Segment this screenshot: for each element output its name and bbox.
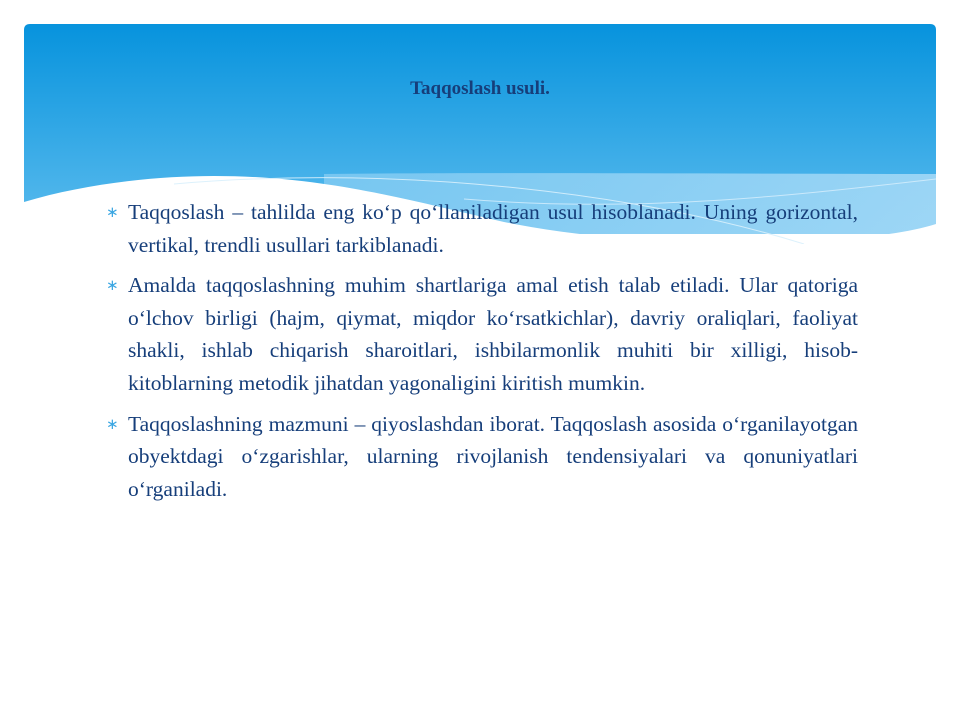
asterisk-icon: ∗	[106, 203, 119, 221]
bullet-list	[108, 196, 858, 513]
bullet-text: Amalda taqqoslashning muhim shartlariga amal etish talab etiladi. Ular qatoriga o‘lchov birligi (hajm, qiymat, miqdor ko‘rsatkichlar), davriy oraliqlari, faoliyat shakli, ishlab chiqarish sharoitlari, ishbilarmonlik muhiti bir xilligi, hisob-kitoblarning metodik jihatdan yagonaligini kiritish mumkin.	[128, 273, 858, 395]
slide-title: Taqqoslash usuli.	[410, 78, 550, 99]
bullet-text: Taqqoslash – tahlilda eng ko‘p qo‘llaniladigan usul hisoblanadi. Uning gorizontal, vertikal, trendli usullari tarkiblanadi.	[128, 200, 858, 257]
bullet-item	[108, 196, 858, 261]
bullet-text: Taqqoslashning mazmuni – qiyoslashdan iborat. Taqqoslash asosida o‘rganilayotgan obyektdagi o‘zgarishlar, ularning rivojlanish tendensiyalari va qonuniyatlari o‘rganiladi.	[128, 411, 858, 501]
asterisk-icon: ∗	[106, 276, 119, 295]
asterisk-icon: ∗	[106, 414, 119, 433]
bullet-item	[108, 408, 858, 506]
bullet-item	[108, 269, 858, 399]
